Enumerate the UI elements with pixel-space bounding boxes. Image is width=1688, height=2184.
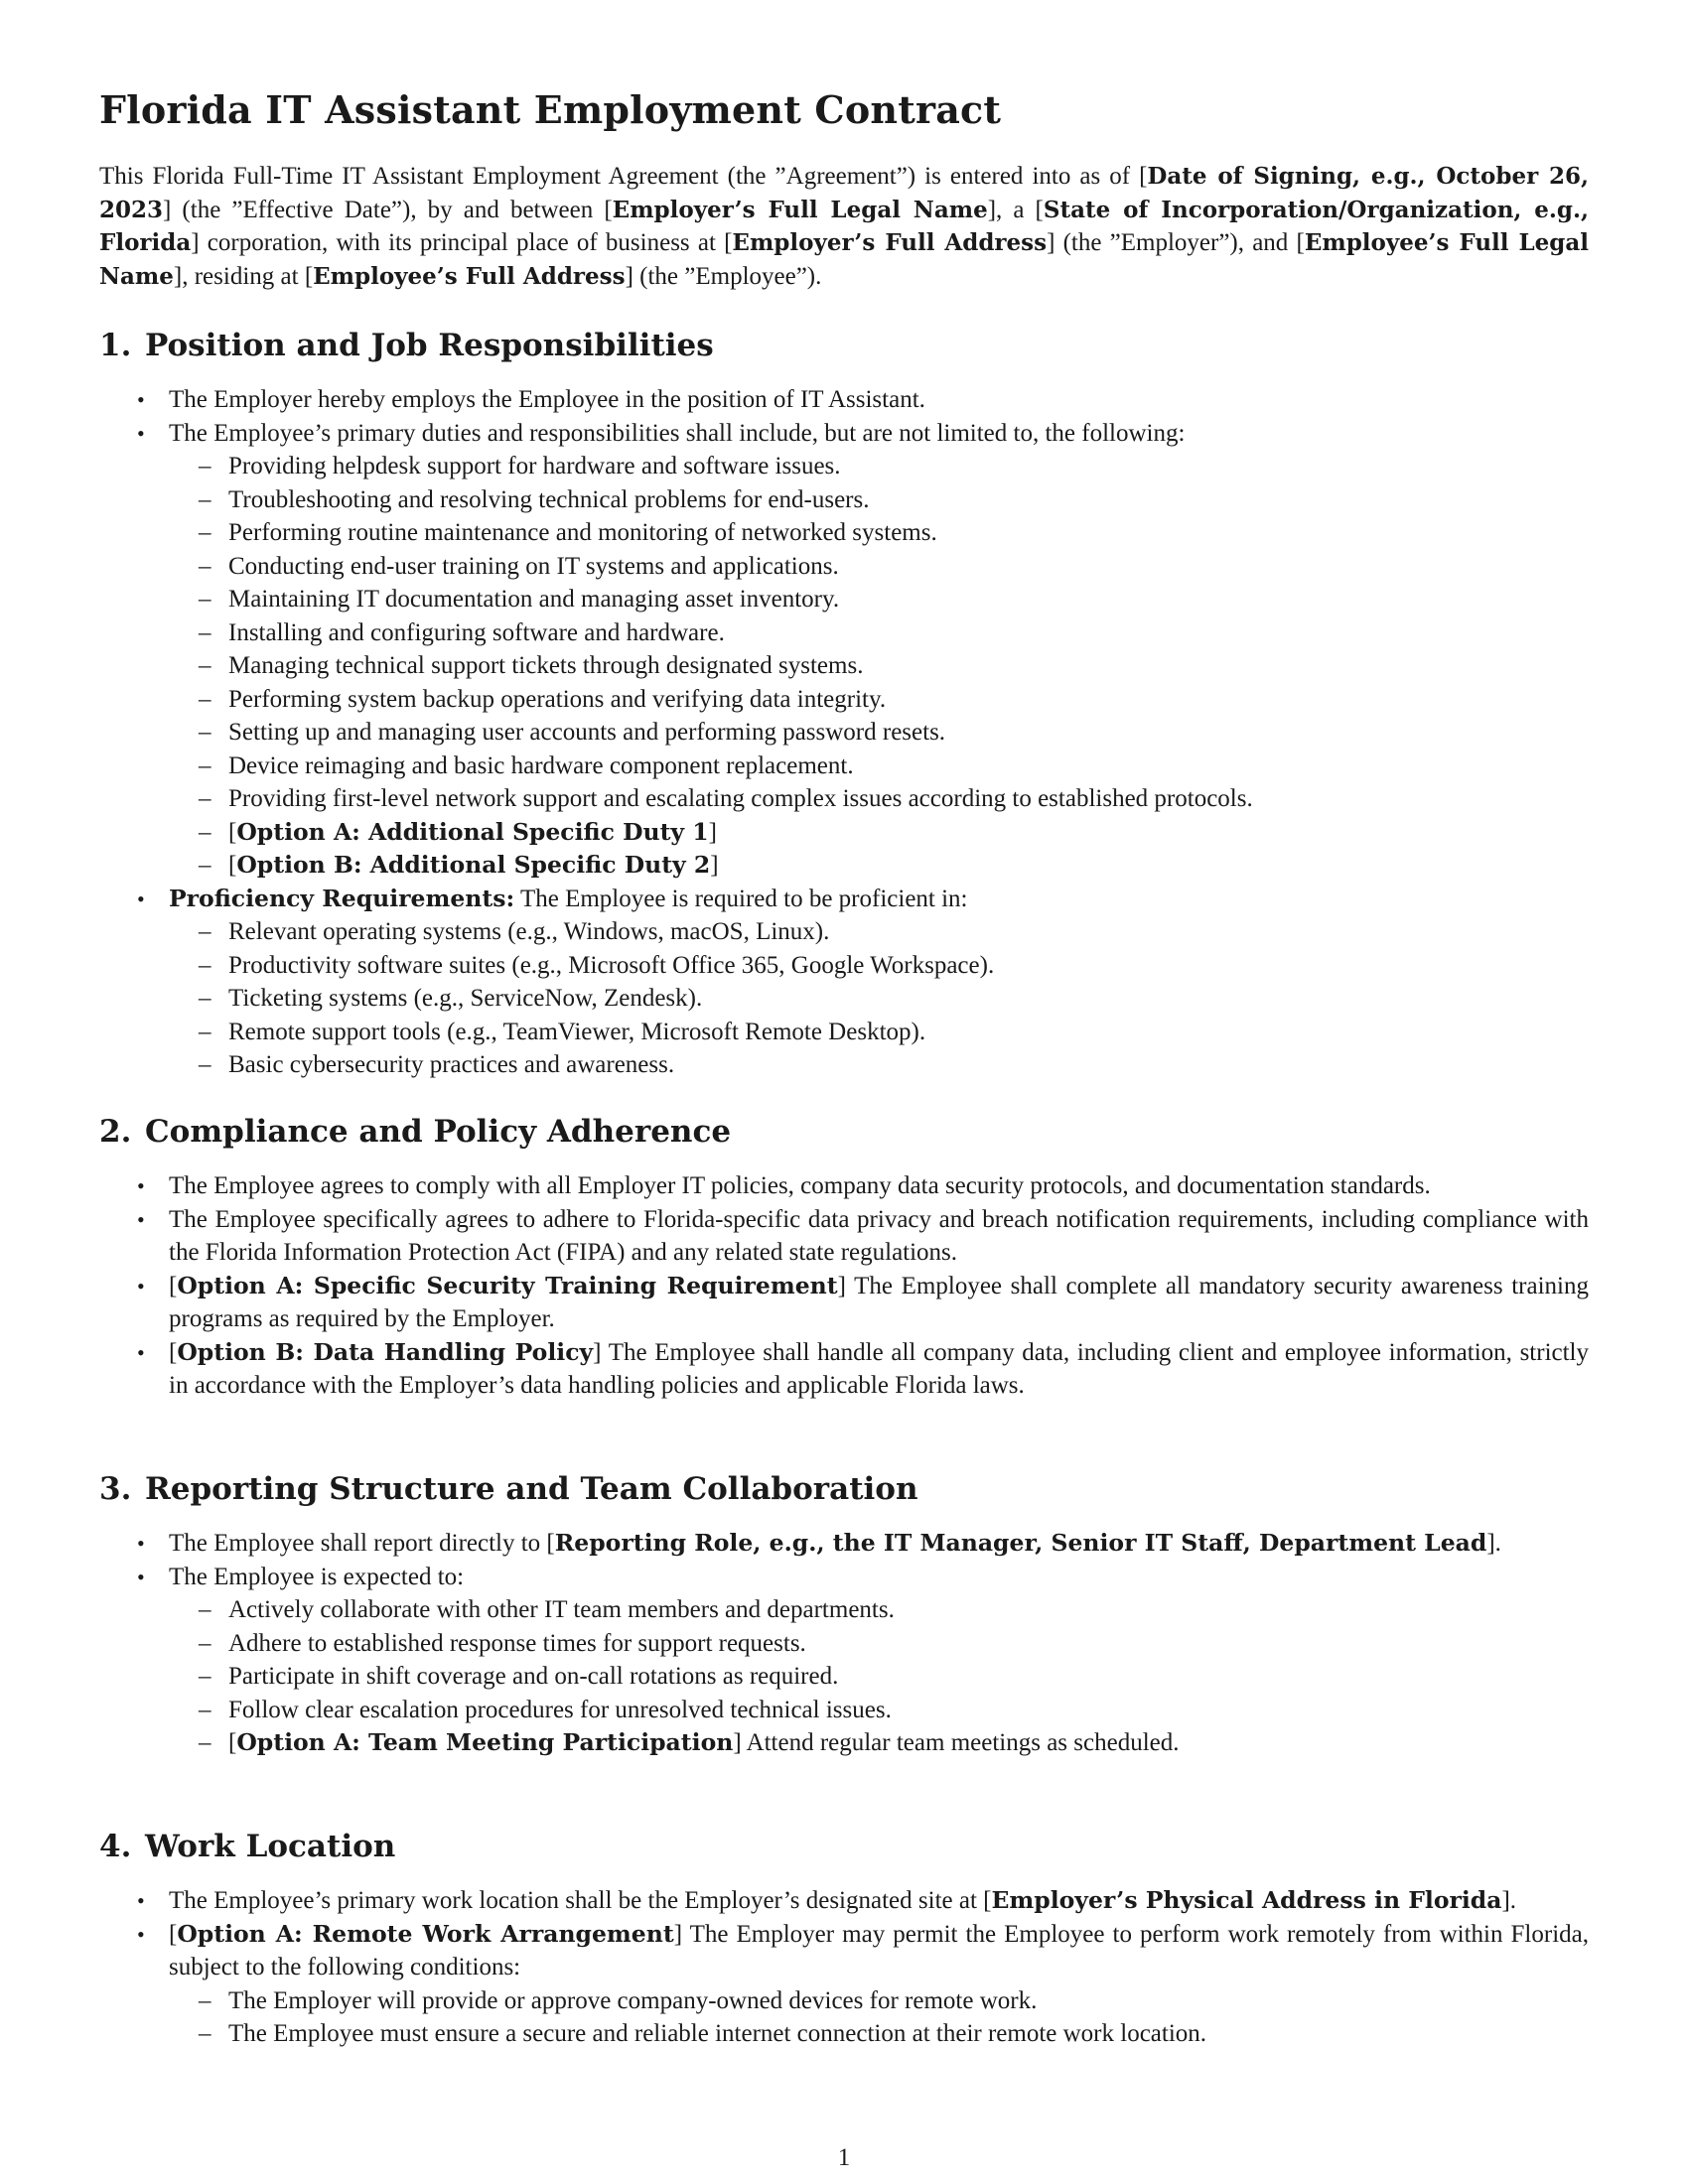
- option-label: Option A: Remote Work Arrangement: [177, 1919, 674, 1948]
- sub-list-item: – The Employee must ensure a secure and reliable internet connection at their remote work location.: [99, 2017, 1589, 2051]
- sub-list-item: – Relevant operating systems (e.g., Windows, macOS, Linux).: [99, 915, 1589, 949]
- document-title: Florida IT Assistant Employment Contract: [99, 87, 1002, 132]
- placeholder-date: Date of Signing, e.g., October 26, 2023: [99, 163, 1589, 223]
- section-number: 1.: [99, 328, 132, 363]
- list-item-reporting: • The Employee shall report directly to [Reporting Role, e.g., the IT Manager, Senior IT Staff, Department Lead].: [99, 1527, 1589, 1561]
- placeholder-employee-name: Employee’s Full Legal Name: [99, 229, 1590, 290]
- option-text: ] Attend regular team meetings as scheduled.: [733, 1729, 1180, 1756]
- page-number: 1: [837, 2144, 851, 2171]
- intro-text: ] corporation, with its principal place of business at [: [191, 229, 733, 256]
- intro-text: ] (the ”Effective Date”), by and between [: [163, 196, 613, 223]
- list-item: • The Employee agrees to comply with all Employer IT policies, company data security protocols, and documentation standards.: [99, 1169, 1589, 1203]
- section-title: Position and Job Responsibilities: [145, 328, 714, 363]
- intro-text: ] (the ”Employee”).: [625, 262, 822, 290]
- sub-list-item: – Managing technical support tickets through designated systems.: [99, 649, 1589, 683]
- sub-list-item: – Conducting end-user training on IT systems and applications.: [99, 550, 1589, 584]
- section-4-list: [99, 1884, 1589, 2051]
- sub-list-item: – Performing system backup operations and verifying data integrity.: [99, 683, 1589, 717]
- sub-list-item: – Maintaining IT documentation and managing asset inventory.: [99, 583, 1589, 616]
- placeholder-reporting-role: Reporting Role, e.g., the IT Manager, Senior IT Staff, Department Lead: [554, 1529, 1487, 1557]
- option-label: Option B: Data Handling Policy: [177, 1337, 594, 1366]
- sub-list-item: – Productivity software suites (e.g., Microsoft Office 365, Google Workspace).: [99, 949, 1589, 983]
- section-number: 4.: [99, 1829, 132, 1864]
- intro-text: ], a [: [987, 196, 1044, 223]
- sub-list-item: – Basic cybersecurity practices and awareness.: [99, 1048, 1589, 1082]
- placeholder-physical-address: Employer’s Physical Address in Florida: [991, 1886, 1502, 1914]
- intro-text: This Florida Full-Time IT Assistant Employment Agreement (the ”Agreement”) is entered into as of [: [99, 163, 1148, 190]
- section-3-heading: [99, 1471, 918, 1507]
- reporting-text: The Employee shall report directly to [: [169, 1530, 555, 1557]
- sub-list-item: – Setting up and managing user accounts and performing password resets.: [99, 716, 1589, 750]
- section-2-heading: [99, 1114, 731, 1150]
- section-3-list: [99, 1527, 1589, 1760]
- option-label: Option A: Additional Specific Duty 1: [236, 817, 709, 846]
- proficiency-label: Proficiency Requirements:: [169, 884, 515, 912]
- placeholder-employer-name: Employer’s Full Legal Name: [612, 196, 988, 223]
- list-item: • The Employer hereby employs the Employee in the position of IT Assistant.: [99, 383, 1589, 417]
- section-title: Compliance and Policy Adherence: [145, 1114, 732, 1150]
- sub-list-item: – The Employer will provide or approve company-owned devices for remote work.: [99, 1984, 1589, 2018]
- placeholder-employee-address: Employee’s Full Address: [313, 262, 626, 290]
- sub-list-item: – Ticketing systems (e.g., ServiceNow, Zendesk).: [99, 982, 1589, 1016]
- sub-list-item: – Follow clear escalation procedures for unresolved technical issues.: [99, 1694, 1589, 1727]
- list-item: • The Employee is expected to:: [99, 1561, 1589, 1594]
- list-item-proficiency: [99, 883, 1589, 916]
- list-item-option-a: • [Option A: Specific Security Training Requirement] The Employee shall complete all mandatory security awareness training programs as required by the Employer.: [99, 1270, 1589, 1336]
- sub-list-item-option-a: – [Option A: Team Meeting Participation] Attend regular team meetings as scheduled.: [99, 1726, 1589, 1760]
- list-item-option-b: • [Option B: Data Handling Policy] The Employee shall handle all company data, including client and employee information, strictly in accordance with the Employer’s data handling policies and applicable Florida laws.: [99, 1336, 1589, 1403]
- sub-list-item: – Actively collaborate with other IT team members and departments.: [99, 1593, 1589, 1627]
- list-item: • The Employee specifically agrees to adhere to Florida-specific data privacy and breach notification requirements, including compliance with the Florida Information Protection Act (FIPA) and any related state regulations.: [99, 1203, 1589, 1270]
- proficiency-text: The Employee is required to be proficient in:: [514, 885, 968, 912]
- sub-list-item: – Troubleshooting and resolving technical problems for end-users.: [99, 483, 1589, 517]
- intro-text: ] (the ”Employer”), and [: [1047, 229, 1305, 256]
- sub-list-item-option-a: – [Option A: Additional Specific Duty 1]: [99, 816, 1589, 850]
- option-text: ] The Employee shall handle all company data, including client and employee information, strictly in accordance with the Employer’s data handling policies and applicable Florida laws.: [169, 1338, 1590, 1399]
- sub-list-item: – Providing helpdesk support for hardware and software issues.: [99, 450, 1589, 483]
- list-item-location: • The Employee’s primary work location shall be the Employer’s designated site at [Employer’s Physical Address in Florida].: [99, 1884, 1589, 1918]
- location-text: The Employee’s primary work location shall be the Employer’s designated site at [: [169, 1887, 992, 1914]
- sub-list-item-option-b: – [Option B: Additional Specific Duty 2]: [99, 849, 1589, 883]
- section-1-list: [99, 383, 1589, 1082]
- list-item: • The Employee’s primary duties and responsibilities shall include, but are not limited to, the following:: [99, 417, 1589, 451]
- placeholder-employer-address: Employer’s Full Address: [732, 229, 1048, 256]
- section-1-heading: [99, 328, 714, 363]
- option-text: ] The Employee shall complete all mandatory security awareness training programs as required by the Employer.: [169, 1272, 1589, 1332]
- section-title: Reporting Structure and Team Collaboration: [145, 1471, 918, 1507]
- intro-paragraph: [99, 160, 1589, 293]
- option-label: Option A: Specific Security Training Requirement: [177, 1271, 838, 1299]
- placeholder-state: State of Incorporation/Organization, e.g., Florida: [99, 196, 1590, 256]
- section-number: 3.: [99, 1471, 132, 1507]
- section-2-list: [99, 1169, 1589, 1403]
- sub-list-item: – Installing and configuring software and hardware.: [99, 616, 1589, 650]
- sub-list-item: – Providing first-level network support and escalating complex issues according to established protocols.: [99, 782, 1589, 816]
- sub-list-item: – Device reimaging and basic hardware component replacement.: [99, 750, 1589, 783]
- contract-page: [99, 87, 1590, 2047]
- section-number: 2.: [99, 1114, 132, 1150]
- list-item-option-a: • [Option A: Remote Work Arrangement] The Employer may permit the Employee to perform work remotely from within Florida, subject to the following conditions:: [99, 1918, 1589, 1984]
- option-text: ] The Employer may permit the Employee to perform work remotely from within Florida, subject to the following conditions:: [169, 1920, 1589, 1980]
- option-label: Option A: Team Meeting Participation: [236, 1728, 734, 1756]
- intro-text: ], residing at [: [173, 262, 314, 290]
- section-4-heading: [99, 1829, 395, 1864]
- sub-list-item: – Adhere to established response times for support requests.: [99, 1627, 1589, 1661]
- sub-list-item: – Remote support tools (e.g., TeamViewer, Microsoft Remote Desktop).: [99, 1016, 1589, 1049]
- sub-list-item: – Performing routine maintenance and monitoring of networked systems.: [99, 516, 1589, 550]
- option-label: Option B: Additional Specific Duty 2: [236, 851, 711, 879]
- sub-list-item: – Participate in shift coverage and on-call rotations as required.: [99, 1660, 1589, 1694]
- section-title: Work Location: [145, 1829, 396, 1864]
